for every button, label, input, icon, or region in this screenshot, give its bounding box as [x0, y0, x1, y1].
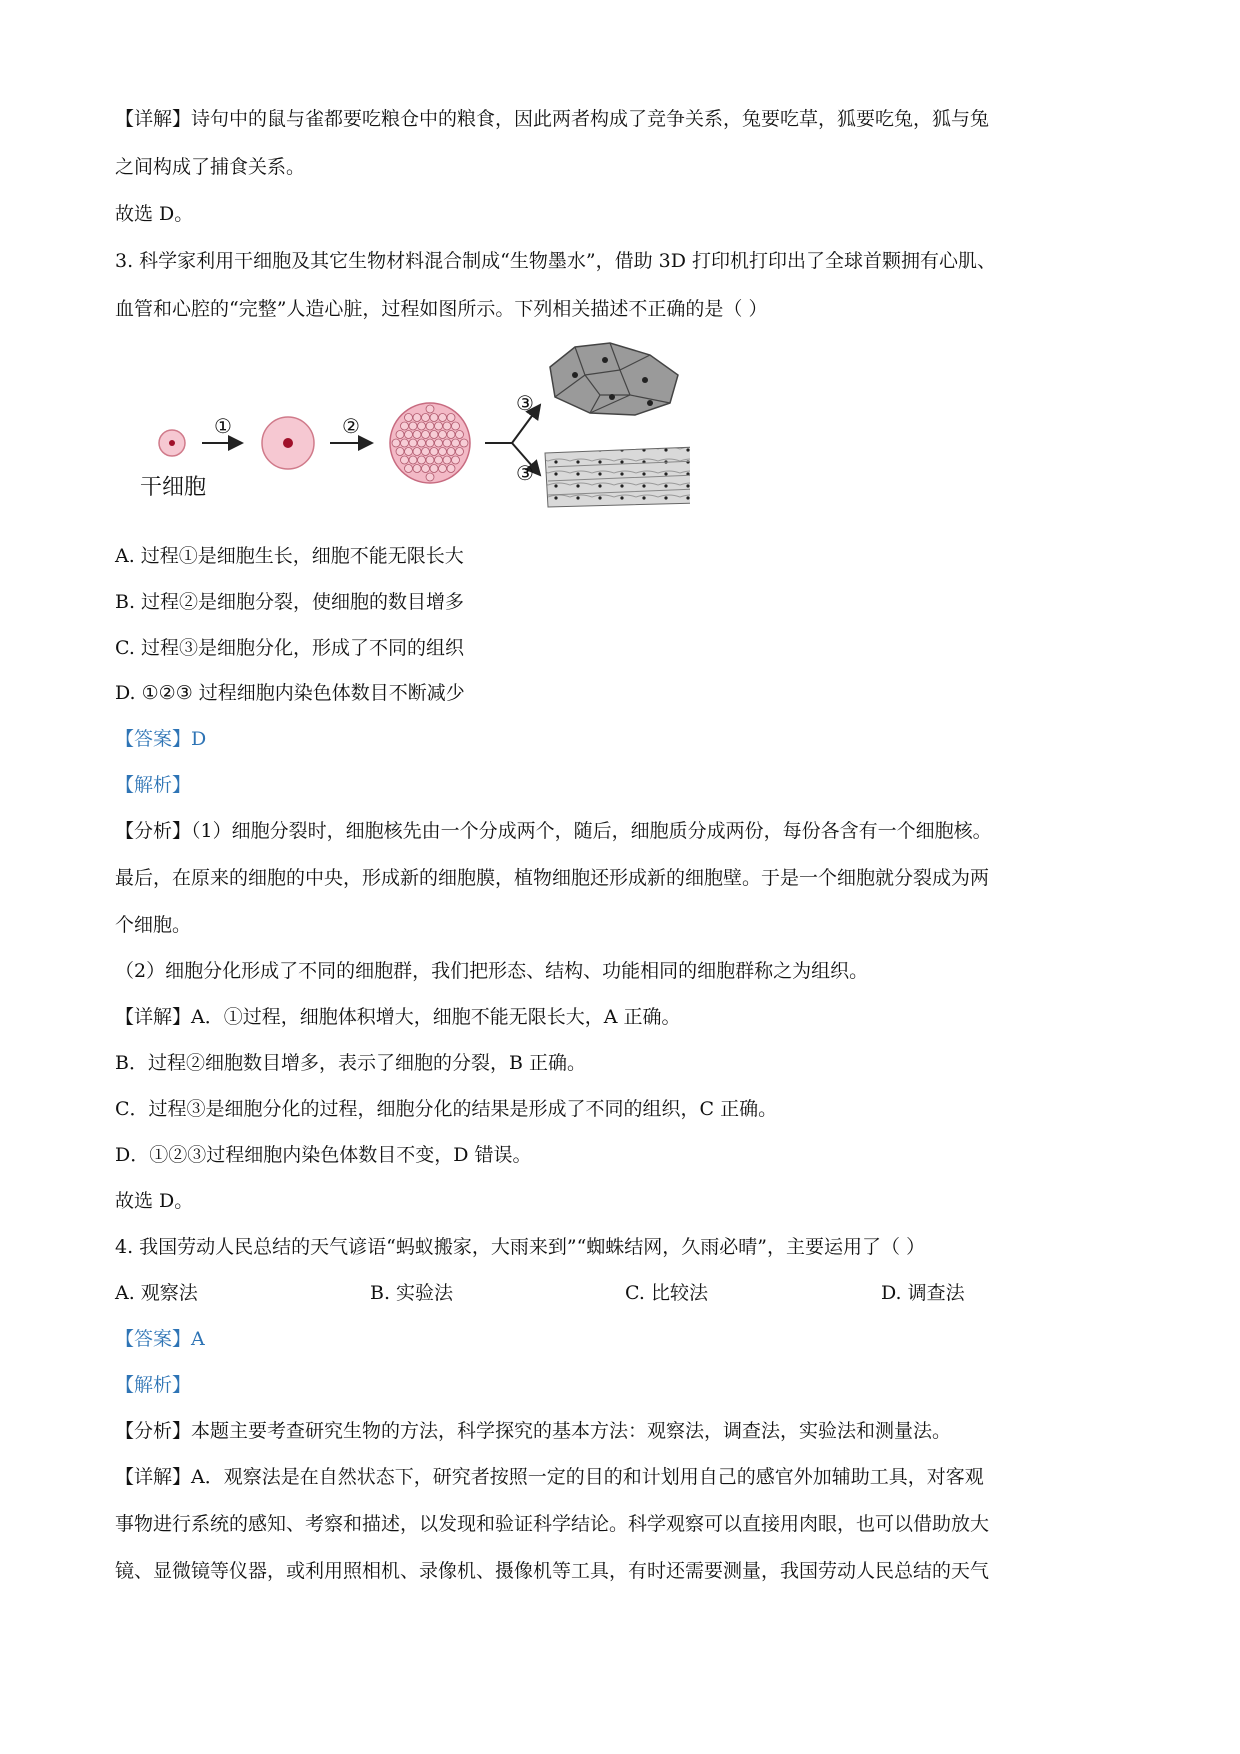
- text-line: 个细胞。: [115, 914, 192, 936]
- q4-option-b: B. 实验法: [370, 1282, 454, 1304]
- text-line: D．①②③过程细胞内染色体数目不变，D 错误。: [115, 1144, 532, 1166]
- answer-label: 【答案】D: [115, 728, 207, 750]
- analysis-label: 【解析】: [115, 1374, 192, 1396]
- text-line: 最后，在原来的细胞的中央，形成新的细胞膜，植物细胞还形成新的细胞壁。于是一个细胞就分裂成为两: [115, 867, 990, 889]
- text-line: B．过程②细胞数目增多，表示了细胞的分裂，B 正确。: [115, 1052, 586, 1074]
- stem-cell-label: 干细胞: [140, 475, 207, 500]
- text-line: 镜、显微镜等仪器，或利用照相机、录像机、摄像机等工具，有时还需要测量，我国劳动人民总结的天气: [115, 1560, 990, 1582]
- stem-cell-icon: [159, 430, 185, 456]
- text-line: 【分析】（1）细胞分裂时，细胞核先由一个分成两个，随后，细胞质分成两份，每份各含有一个细胞核。: [115, 820, 992, 842]
- text-line: 故选 D。: [115, 203, 194, 225]
- step-3-label: ③: [516, 461, 534, 485]
- text-line: （2）细胞分化形成了不同的细胞群，我们把形态、结构、功能相同的细胞群称之为组织。: [115, 960, 869, 982]
- answer-label: 【答案】A: [115, 1328, 205, 1350]
- step-3-label: ③: [516, 391, 534, 415]
- text-line: 事物进行系统的感知、考察和描述，以发现和验证科学结论。科学观察可以直接用肉眼，也可以借助放大: [115, 1513, 990, 1535]
- text-line: 【详解】诗句中的鼠与雀都要吃粮仓中的粮食，因此两者构成了竞争关系，兔要吃草，狐要吃兔，狐与兔: [115, 108, 990, 130]
- question-3-stem: 3. 科学家利用干细胞及其它生物材料混合制成“生物墨水”，借助 3D 打印机打印出了全球首颗拥有心肌、: [115, 250, 996, 272]
- analysis-label: 【解析】: [115, 774, 192, 796]
- cell-process-figure: [130, 335, 690, 515]
- q4-option-a: A. 观察法: [115, 1282, 198, 1304]
- option-c: C. 过程③是细胞分化，形成了不同的组织: [115, 637, 464, 659]
- epithelial-tissue-icon: [550, 343, 678, 415]
- muscle-tissue-icon: [545, 447, 690, 507]
- step-2-label: ②: [342, 414, 360, 438]
- text-line: 之间构成了捕食关系。: [115, 156, 306, 178]
- question-4-stem: 4. 我国劳动人民总结的天气谚语“蚂蚁搬家，大雨来到”“蜘蛛结网，久雨必晴”，主要运用了（ ）: [115, 1236, 926, 1258]
- question-3-stem: 血管和心腔的“完整”人造心脏，过程如图所示。下列相关描述不正确的是（ ）: [115, 298, 768, 320]
- text-line: 【分析】本题主要考查研究生物的方法，科学探究的基本方法：观察法，调查法，实验法和测量法。: [115, 1420, 952, 1442]
- grown-cell-icon: [262, 417, 314, 469]
- cell-cluster-icon: [390, 403, 470, 483]
- step-1-label: ①: [214, 414, 232, 438]
- text-line: 【详解】A．①过程，细胞体积增大，细胞不能无限长大，A 正确。: [115, 1006, 681, 1028]
- option-d: D. ①②③ 过程细胞内染色体数目不断减少: [115, 682, 465, 704]
- option-a: A. 过程①是细胞生长，细胞不能无限长大: [115, 545, 464, 567]
- text-line: 【详解】A．观察法是在自然状态下，研究者按照一定的目的和计划用自己的感官外加辅助工具，对客观: [115, 1466, 984, 1488]
- q4-option-c: C. 比较法: [625, 1282, 708, 1304]
- text-line: 故选 D。: [115, 1190, 194, 1212]
- q4-option-d: D. 调查法: [881, 1282, 965, 1304]
- option-b: B. 过程②是细胞分裂，使细胞的数目增多: [115, 591, 465, 613]
- text-line: C．过程③是细胞分化的过程，细胞分化的结果是形成了不同的组织，C 正确。: [115, 1098, 778, 1120]
